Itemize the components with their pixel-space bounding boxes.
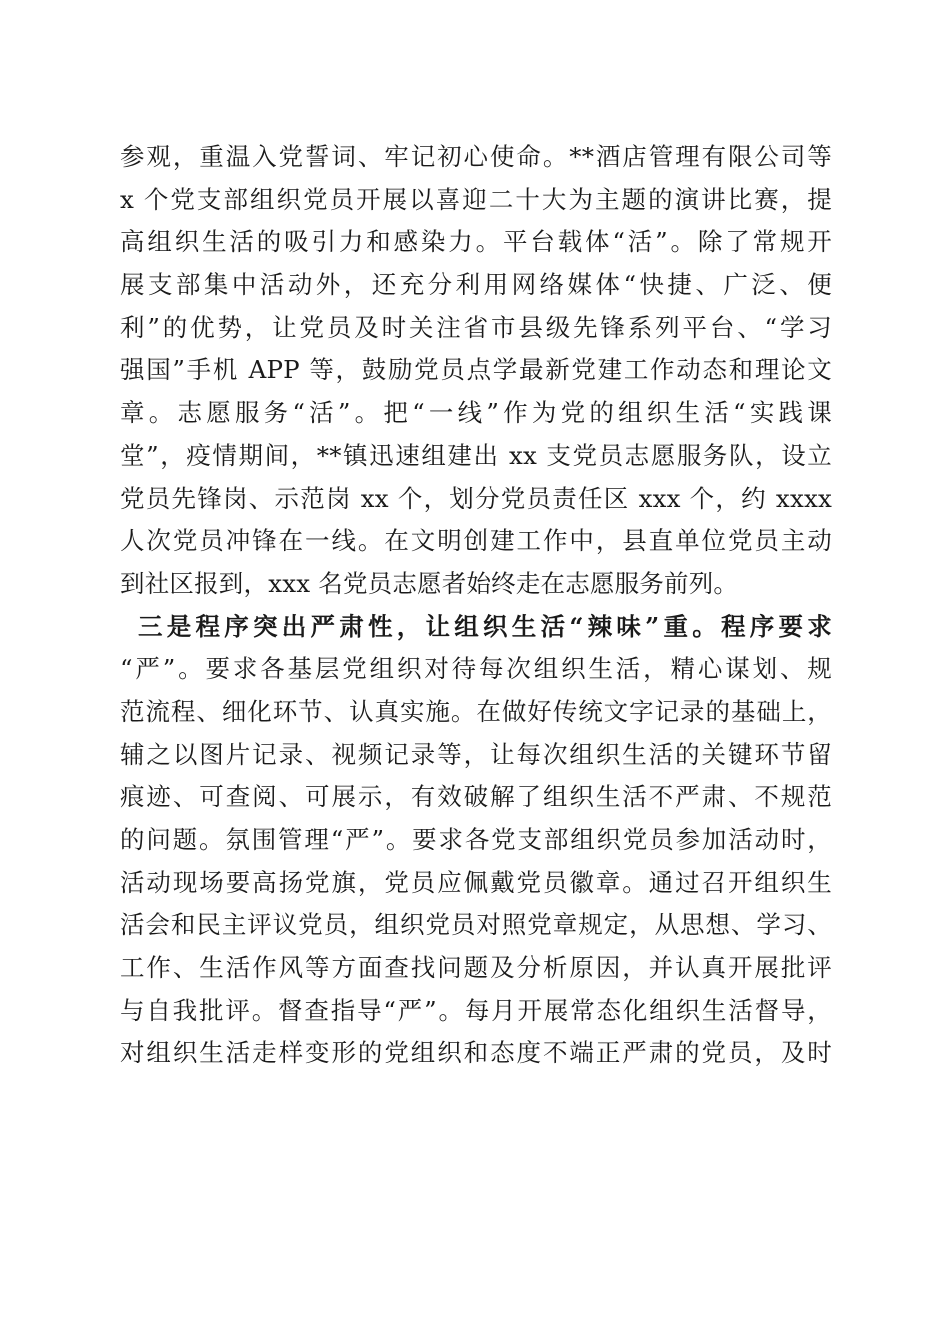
text-line-9: 党员先锋岗、示范岗 xx 个，划分党员责任区 xxx 个，约 xxxx [120,483,832,513]
text-line-15: 辅之以图片记录、视频记录等，让每次组织生活的关键环节留 [120,739,832,769]
text-line-2: x 个党支部组织党员开展以喜迎二十大为主题的演讲比赛，提 [120,184,832,214]
text-line-7: 章。志愿服务“活”。把“一线”作为党的组织生活“实践课 [120,398,832,428]
text-line-6: 强国”手机 APP 等，鼓励党员点学最新党建工作动态和理论文 [120,355,832,385]
text-line-1: 参观，重温入党誓词、牢记初心使命。**酒店管理有限公司等 [120,142,832,171]
text-line-3: 高组织生活的吸引力和感染力。平台载体“活”。除了常规开 [120,227,832,257]
text-line-19: 活会和民主评议党员，组织党员对照党章规定，从思想、学习、 [120,910,832,940]
text-line-18: 活动现场要高扬党旗，党员应佩戴党员徽章。通过召开组织生 [120,867,832,897]
text-line-16: 痕迹、可查阅、可展示，有效破解了组织生活不严肃、不规范 [120,782,832,812]
text-line-10: 人次党员冲锋在一线。在文明创建工作中，县直单位党员主动 [120,526,832,556]
text-line-4: 展支部集中活动外，还充分利用网络媒体“快捷、广泛、便 [120,270,832,300]
text-line-20: 工作、生活作风等方面查找问题及分析原因，并认真开展批评 [120,953,832,983]
text-line-5: 利”的优势，让党员及时关注省市县级先锋系列平台、“学习 [120,312,832,342]
text-line-13: “严”。要求各基层党组织对待每次组织生活，精心谋划、规 [120,654,832,684]
document-body [120,136,832,1075]
text-line-11: 到社区报到，xxx 名党员志愿者始终走在志愿服务前列。 [120,568,739,598]
text-line-17: 的问题。氛围管理“严”。要求各党支部组织党员参加活动时， [120,825,832,854]
text-line-14: 范流程、细化环节、认真实施。在做好传统文字记录的基础上， [120,696,832,726]
text-line-21: 与自我批评。督查指导“严”。每月开展常态化组织生活督导， [120,995,832,1025]
section-heading-line: 三是程序突出严肃性，让组织生活“辣味”重。程序要求 [138,611,832,641]
text-line-8: 堂”，疫情期间，**镇迅速组建出 xx 支党员志愿服务队，设立 [120,440,832,470]
text-line-22: 对组织生活走样变形的党组织和态度不端正严肃的党员，及时 [120,1038,832,1068]
